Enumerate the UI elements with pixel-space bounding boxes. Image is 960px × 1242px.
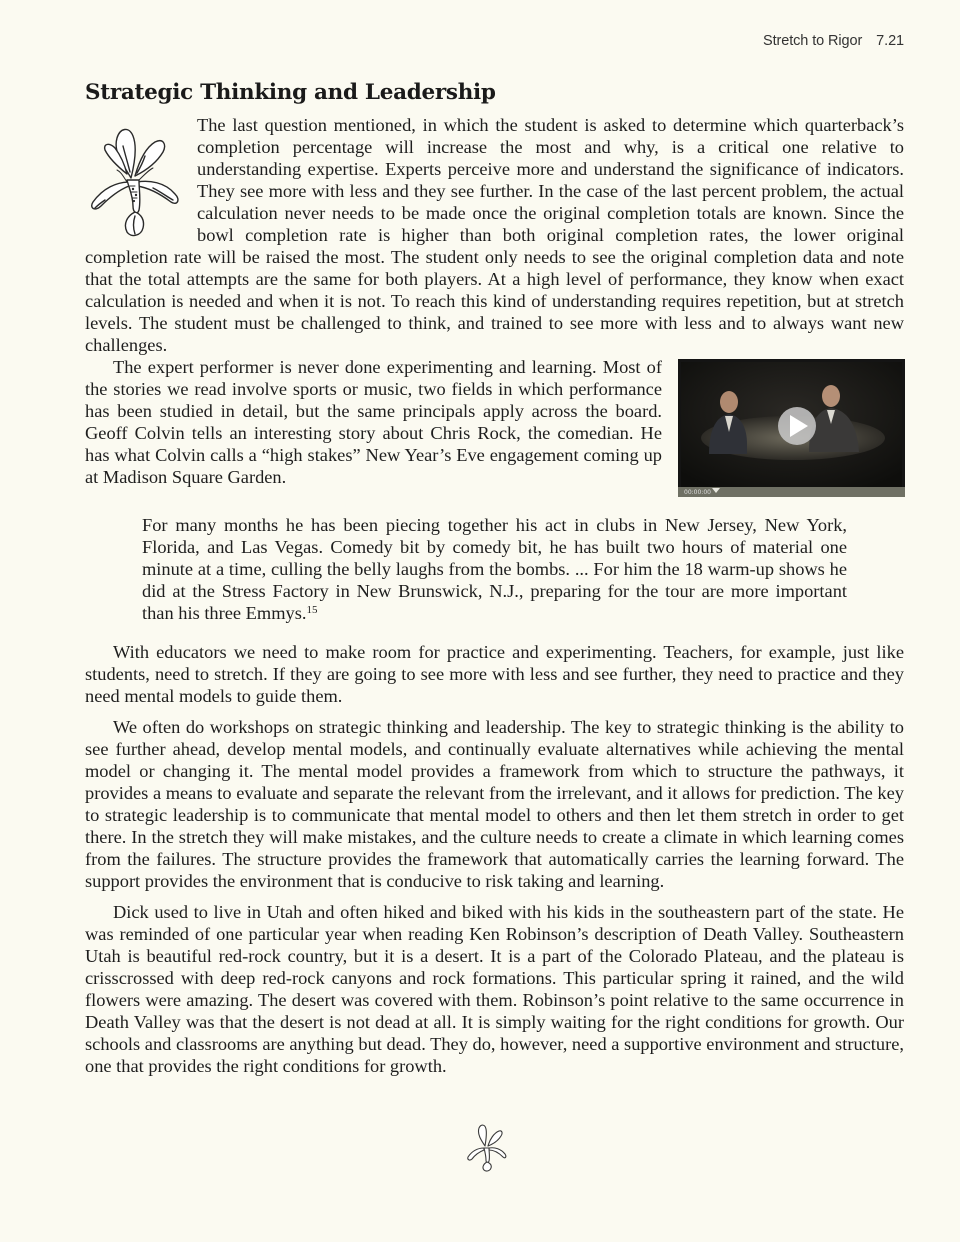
- footnote-marker: 15: [306, 604, 318, 616]
- paragraph-utah: Dick used to live in Utah and often hiked and biked with his kids in the southeastern part of the state. He was reminded of one particular year when reading Ken Robinson’s description of Death Valley. Southeastern Utah is beautiful red-rock country, but it is a desert. It is a part of the Colorado Plateau, and the plateau is crisscrossed with deep red-rock canyons and rock formations. This particular spring it rained, and the wild flowers were amazing. The desert was covered with them. Robinson’s point relative to the same occurrence in Death Valley was that the desert is not dead at all. It is simply waiting for the right conditions for growth. Our schools and classrooms are anything but dead. They do, however, need a supportive environment and structure, one that provides the right conditions for growth.: [85, 902, 904, 1076]
- video-timecode: 00:00:00: [684, 489, 711, 496]
- paragraph-expert-performer: The expert performer is never done experimenting and learning. Most of the stories we read involve sports or music, two fields in which performance has been studied in detail, but the same principals apply across the board. Geoff Colvin tells an interesting story about Chris Rock, the comedian. He has what Colvin calls a “high stakes” New Year’s Eve engagement coming up at Madison Square Garden.: [85, 357, 662, 487]
- paragraph-expertise: The last question mentioned, in which the student is asked to determine which quarterback’s completion percentage will increase the most and why, is a critical one relative to understanding expertise. Experts perceive more and understand the significance of indicators. They see more with less and they see further. In the case of the last percent problem, the actual calculation never needs to be made once the original completion totals are known. Since the bowl completion rate is higher than both original completion rates, the lower original completion rate will be raised the most. The student only needs to see the original completion data and note that the total attempts are the same for both players. At a high level of performance, they know when exact calculation is needed and when it is not. To reach this kind of understanding requires repetition, but at stretch levels. The student must be challenged to think, and trained to see more with less and to always want new challenges.: [85, 115, 904, 355]
- section-heading: Strategic Thinking and Leadership: [85, 80, 496, 105]
- page-content: [85, 80, 904, 1077]
- header-page-number: 7.21: [876, 33, 904, 49]
- iris-ornament-icon: [464, 1120, 510, 1172]
- paragraph-workshops: We often do workshops on strategic thinking and leadership. The key to strategic thinking is the ability to see further ahead, develop mental models, and continually evaluate alternatives while achieving the mental model or changing it. The mental model provides a framework from which to structure the pathways, it provides a means to evaluate and separate the relevant from the irrelevant, and it allows for prediction. The key to strategic leadership is to communicate that mental model to others and then let them stretch in order to get there. In the stretch they will make mistakes, and the culture needs to create a climate in which learning comes from the failures. The structure provides the framework that automatically carries the learning forward. The support provides the environment that is conducive to risk taking and learning.: [85, 717, 904, 891]
- video-player[interactable]: [678, 359, 905, 497]
- video-progress-bar[interactable]: [678, 487, 905, 497]
- block-quote: [142, 514, 847, 624]
- running-header: [763, 33, 904, 49]
- quote-text: For many months he has been piecing together his act in clubs in New Jersey, New York, Florida, and Las Vegas. Comedy bit by comedy bit, he has built two hours of material one minute at a time, culling the belly laughs from the bombs. ... For him the 18 warm-up shows he did at the Stress Factory in New Brunswick, N.J., preparing for the tour are more important than his three Emmys.: [142, 515, 847, 623]
- header-section-title: Stretch to Rigor: [763, 33, 863, 49]
- video-thumbnail: [681, 362, 902, 488]
- scrubber-icon[interactable]: [712, 488, 720, 494]
- iris-flower-icon: [83, 116, 193, 238]
- paragraph-educators: With educators we need to make room for practice and experimenting. Teachers, for example, just like students, need to stretch. If they are going to see more with less and see further, they need to practice and they need mental models to guide them.: [85, 642, 904, 706]
